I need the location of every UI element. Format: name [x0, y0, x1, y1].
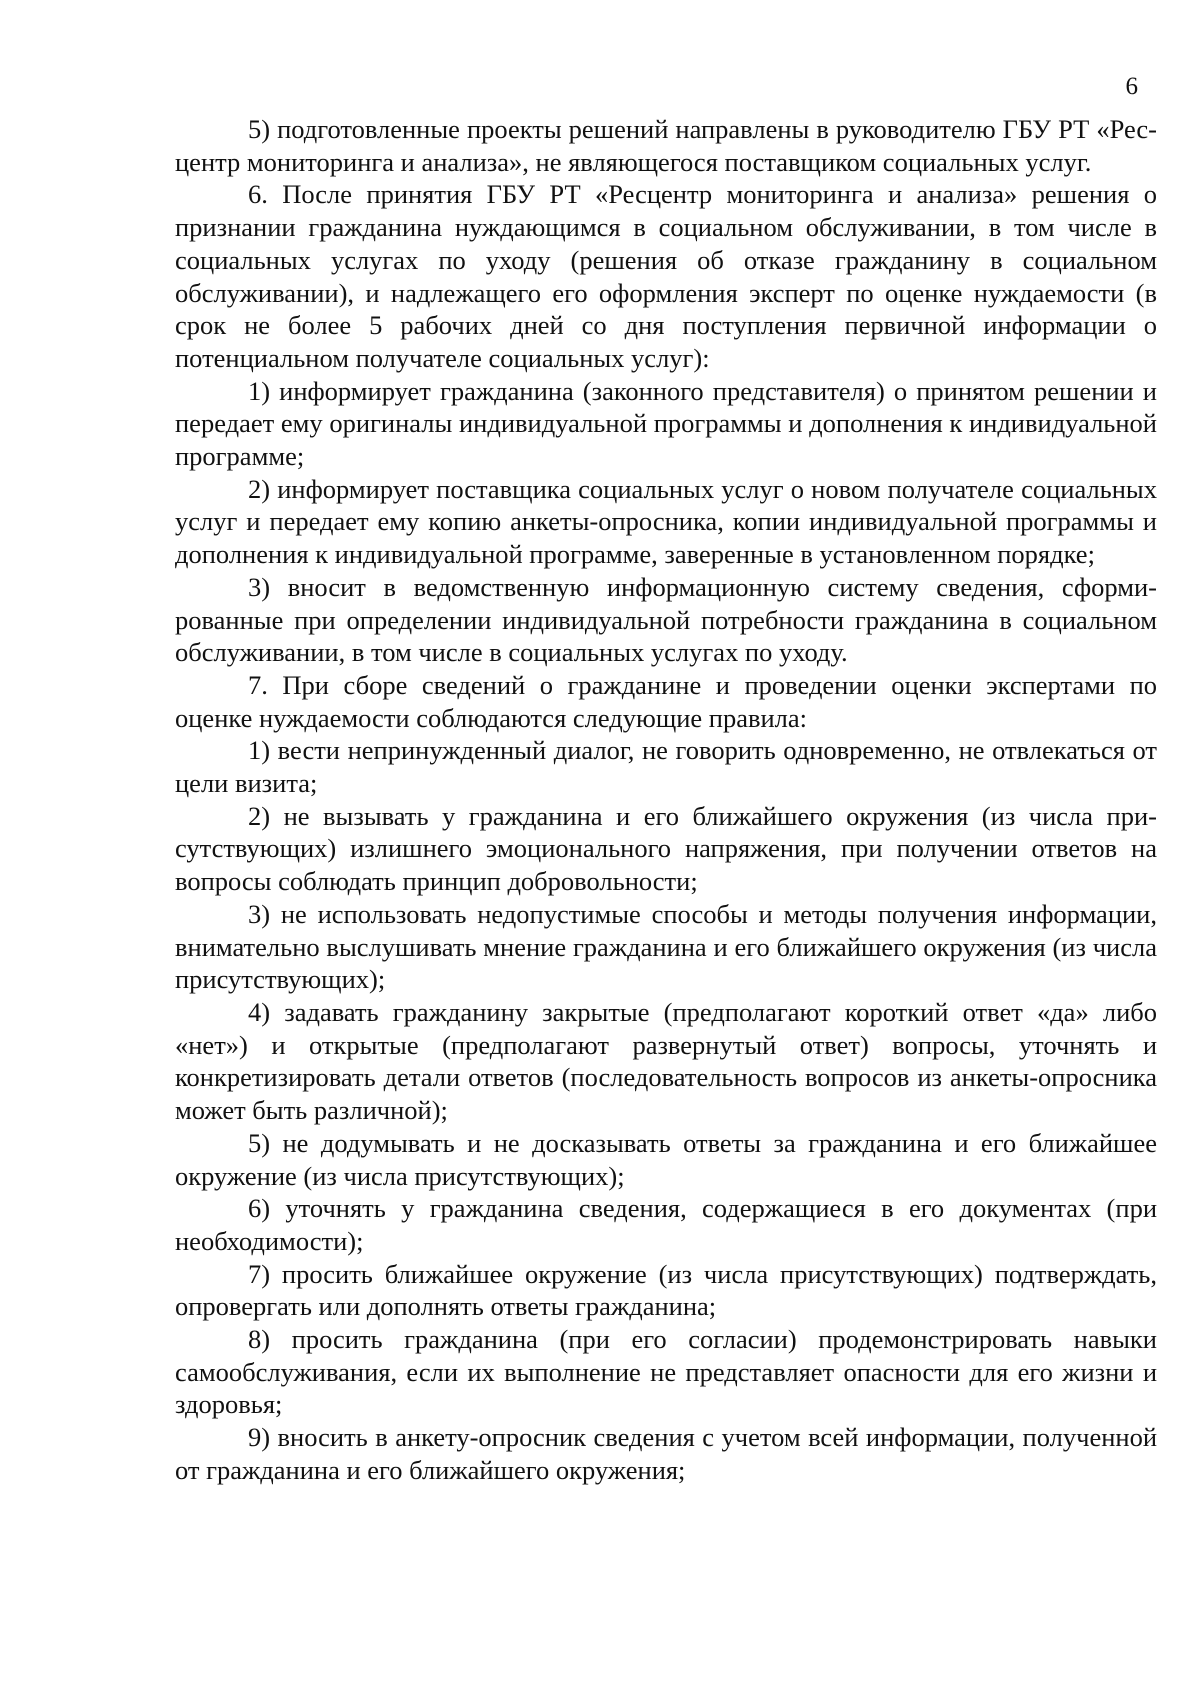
document-body: [175, 113, 1157, 1487]
list-item: 9) вносить в анкету-опросник сведения с учетом всей информации, полученной от гражданина и его ближайшего окружения;: [175, 1422, 1157, 1485]
list-item: 2) не вызывать у гражданина и его ближайшего окружения (из числа присутствующих) излишнего эмоционального напряжения, при получении ответов на вопросы соблюдать принцип добровольности;: [175, 800, 1157, 897]
list-item: 3) не использовать недопустимые способы и методы получения информации, внимательно выслушивать мнение гражданина и его ближайшего окружения (из числа присутствующих);: [175, 898, 1157, 995]
page-number: 6: [1125, 73, 1138, 100]
paragraph: 6. После принятия ГБУ РТ «Ресцентр мониторинга и анализа» решения о признании гражданина нуждающимся в социальном обслуживании, в том числе в социальных услугах по уходу (решения об отказе гражданину в социальном обслуживании), и надлежащего его оформления эксперт по оценке нуждаемости (в срок не более 5 рабочих дней со дня поступления первичной информации о потенциальном получателе социальных услуг):: [175, 179, 1157, 373]
list-item: 5) не додумывать и не досказывать ответы за гражданина и его ближайшее окружение (из числа присутствующих);: [175, 1127, 1157, 1191]
list-item: 3) вносит в ведомственную информационную систему сведения, сформированные при определении индивидуальной потребности гражданина в социальном обслуживании, в том числе в социальных услугах по уходу.: [175, 571, 1157, 668]
paragraph: 5) подготовленные проекты решений направлены в руководителю ГБУ РТ «Ресцентр мониторинга и анализа», не являющегося поставщиком социальных услуг.: [175, 114, 1157, 177]
list-item: 6) уточнять у гражданина сведения, содержащиеся в его документах (при необходимости);: [175, 1193, 1157, 1256]
list-item: 8) просить гражданина (при его согласии) продемонстрировать навыки самообслуживания, если их выполнение не представляет опасности для его жизни и здоровья;: [175, 1324, 1157, 1420]
paragraph: 7. При сборе сведений о гражданине и проведении оценки экспертами по оценке нуждаемости соблюдаются следующие правила:: [175, 669, 1157, 733]
list-item: 2) информирует поставщика социальных услуг о новом получателе социальных услуг и передает ему копию анкеты-опросника, копии индивидуальной программы и дополнения к индивидуальной программе, заверенные в установленном порядке;: [175, 473, 1157, 570]
list-item: 4) задавать гражданину закрытые (предполагают короткий ответ «да» либо «нет») и открытые (предполагают развернутый ответ) вопросы, уточнять и конкретизировать детали ответов (последовательность вопросов из анкеты-опросника может быть различной);: [175, 996, 1157, 1126]
list-item: 1) информирует гражданина (законного представителя) о принятом решении и передает ему оригиналы индивидуальной программы и дополнения к индивидуальной программе;: [175, 375, 1157, 472]
list-item: 7) просить ближайшее окружение (из числа присутствующих) подтверждать, опровергать или дополнять ответы гражданина;: [175, 1258, 1157, 1322]
list-item: 1) вести непринужденный диалог, не говорить одновременно, не отвлекаться от цели визита;: [175, 735, 1157, 799]
